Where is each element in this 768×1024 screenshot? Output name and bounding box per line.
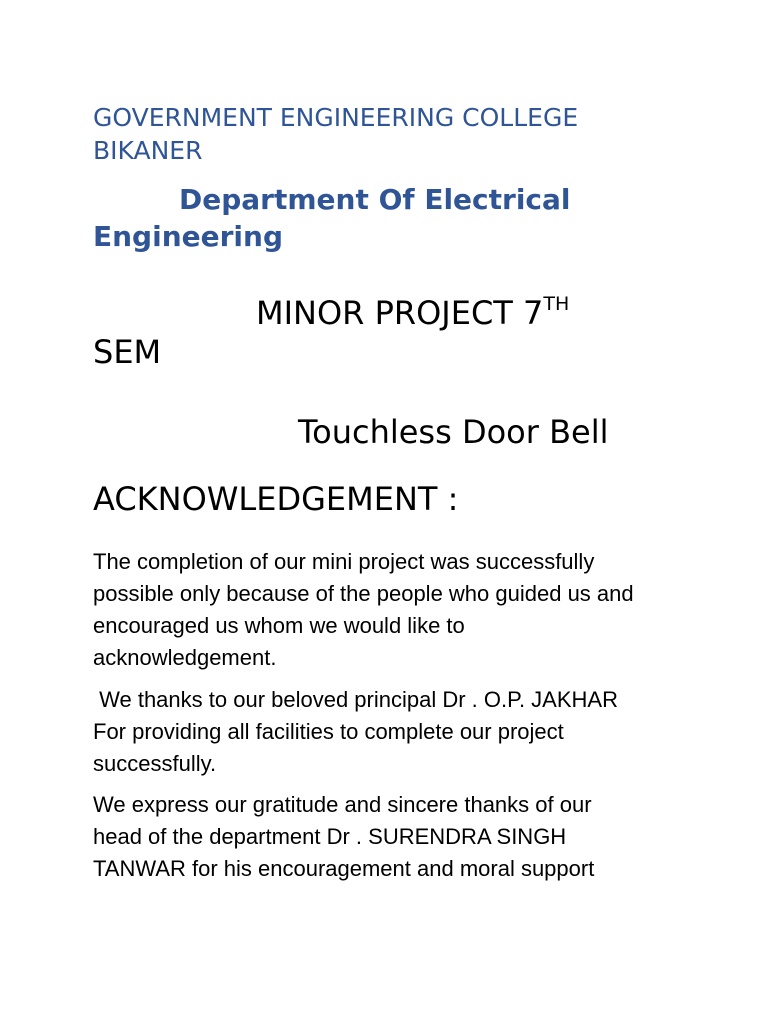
- minor-project-line-1: [93, 294, 693, 333]
- paragraph-line: possible only because of the people who guided us and: [93, 581, 634, 606]
- paragraph-line: We express our gratitude and sincere thanks of our: [93, 792, 592, 817]
- department-title-text-1: Department Of Electrical: [179, 183, 571, 216]
- college-name: [93, 101, 693, 167]
- minor-project-text: MINOR PROJECT 7: [256, 294, 544, 332]
- project-title: Touchless Door Bell: [298, 413, 609, 451]
- paragraph-line: We thanks to our beloved principal Dr . O.P. JAKHAR: [93, 687, 618, 712]
- paragraph-line: acknowledgement.: [93, 645, 277, 670]
- paragraph-line: The completion of our mini project was successfully: [93, 549, 595, 574]
- paragraph-line: For providing all facilities to complete our project: [93, 719, 564, 744]
- paragraph-line: encouraged us whom we would like to: [93, 613, 465, 638]
- paragraph-line: successfully.: [93, 751, 217, 776]
- paragraph-line: TANWAR for his encouragement and moral support: [93, 856, 595, 881]
- college-name-line-1: GOVERNMENT ENGINEERING COLLEGE: [93, 103, 579, 132]
- department-title-line-1: [93, 181, 653, 218]
- department-title: [93, 181, 653, 255]
- acknowledgement-paragraph-3: [93, 789, 693, 885]
- paragraph-line: head of the department Dr . SURENDRA SINGH: [93, 824, 567, 849]
- minor-project-superscript: TH: [543, 293, 570, 315]
- acknowledgement-heading: ACKNOWLEDGEMENT :: [93, 480, 459, 518]
- acknowledgement-paragraph-1: [93, 546, 693, 674]
- college-name-line-2: BIKANER: [93, 136, 203, 165]
- minor-project-heading: [93, 294, 693, 372]
- minor-project-line-2: SEM: [93, 333, 162, 371]
- acknowledgement-paragraph-2: [93, 684, 693, 780]
- department-title-line-2: Engineering: [93, 220, 283, 253]
